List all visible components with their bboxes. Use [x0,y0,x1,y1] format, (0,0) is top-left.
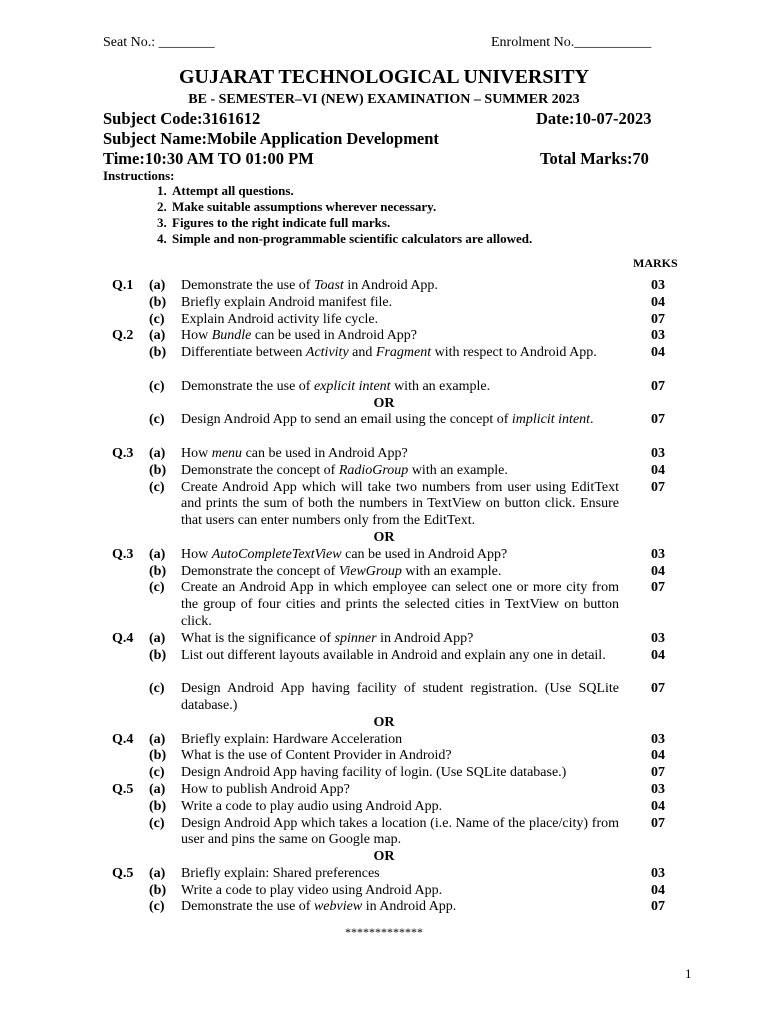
question-row [0,799,768,816]
question-part: (b) [149,462,167,478]
question-text: Demonstrate the use of explicit intent with an example. [181,378,491,394]
instruction-item: 1. Attempt all questions. [170,183,532,199]
question-row [0,345,768,379]
question-number: Q.3 [112,546,134,562]
question-text: Explain Android activity life cycle. [181,311,379,327]
or-separator: OR [373,529,395,545]
exam-date: Date:10-07-2023 [536,109,652,128]
questions-table [0,278,768,916]
question-number: Q.4 [112,731,134,747]
subject-name: Subject Name:Mobile Application Development [103,129,439,148]
page-number: 1 [685,966,692,981]
instruction-item: 2. Make suitable assumptions wherever necessary. [170,199,532,215]
question-number: Q.4 [112,630,134,646]
question-part: (c) [149,378,165,394]
question-part: (b) [149,647,167,663]
question-number: Q.5 [112,781,134,797]
question-row [0,782,768,799]
subject-code: Subject Code:3161612 [103,109,261,128]
question-row [0,648,768,682]
question-marks: 04 [651,462,665,478]
question-text: Design Android App to send an email using the concept of implicit intent. [181,412,594,428]
question-part: (a) [149,328,166,344]
question-marks: 03 [651,731,665,747]
question-text: Demonstrate the concept of RadioGroup with an example. [181,462,508,478]
question-row [0,312,768,329]
instructions-heading: Instructions: [103,168,175,183]
question-part: (b) [149,563,167,579]
question-marks: 03 [651,445,665,461]
question-row [0,816,768,850]
question-marks: 07 [651,899,665,915]
question-part: (a) [149,781,166,797]
question-text: Demonstrate the use of Toast in Android App. [181,278,438,293]
question-marks: 07 [651,681,665,697]
question-marks: 04 [651,563,665,579]
question-part: (b) [149,748,167,764]
question-row [0,732,768,749]
question-text: List out different layouts available in Android and explain any one in detail. [181,647,606,663]
question-row [0,748,768,765]
question-marks: 07 [651,378,665,394]
question-text: Briefly explain: Shared preferences [181,865,380,881]
seat-number-field: Seat No.: ________ [103,35,215,50]
question-text: Briefly explain Android manifest file. [181,294,393,310]
question-marks: 07 [651,765,665,781]
question-part: (c) [149,765,165,781]
question-text: Demonstrate the concept of ViewGroup with an example. [181,563,502,579]
question-marks: 04 [651,647,665,663]
question-text: Design Android App having facility of student registration. (Use SQLite database.) [181,681,619,713]
exam-title: BE - SEMESTER–VI (NEW) EXAMINATION – SUMMER 2023 [188,92,580,107]
instruction-item: 3. Figures to the right indicate full marks. [170,215,532,231]
question-marks: 03 [651,546,665,562]
or-separator: OR [373,849,395,865]
question-text: Briefly explain: Hardware Acceleration [181,731,403,747]
question-row [0,899,768,916]
question-marks: 03 [651,630,665,646]
instruction-item: 4. Simple and non-programmable scientific calculators are allowed. [170,231,532,247]
question-marks: 04 [651,748,665,764]
question-text: Differentiate between Activity and Fragment with respect to Android App. [181,345,597,361]
question-marks: 04 [651,882,665,898]
question-part: (b) [149,345,167,361]
question-marks: 03 [651,278,665,293]
question-part: (b) [149,294,167,310]
question-part: (a) [149,445,166,461]
question-row [0,765,768,782]
question-marks: 07 [651,815,665,831]
question-text: Create an Android App in which employee can select one or more city from the group of four cities and prints the selected cities in TextView on button click. [181,580,619,629]
question-marks: 07 [651,580,665,596]
question-part: (c) [149,899,165,915]
question-part: (c) [149,681,165,697]
question-row [0,681,768,715]
question-part: (a) [149,865,166,881]
question-number: Q.1 [112,278,134,293]
question-part: (a) [149,278,166,293]
university-title: GUJARAT TECHNOLOGICAL UNIVERSITY [178,66,590,88]
question-row [0,446,768,463]
total-marks: Total Marks:70 [540,149,649,168]
question-text: How to publish Android App? [181,781,350,797]
or-separator: OR [373,714,395,730]
instructions-list [148,183,532,247]
question-marks: 03 [651,781,665,797]
question-marks: 07 [651,311,665,327]
marks-column-heading: MARKS [633,256,678,270]
question-text: How AutoCompleteTextView can be used in Android App? [181,546,508,562]
question-text: How menu can be used in Android App? [181,445,408,461]
question-marks: 04 [651,345,665,361]
question-number: Q.2 [112,328,134,344]
question-row [0,480,768,530]
question-text: Design Android App having facility of login. (Use SQLite database.) [181,765,567,781]
question-number: Q.5 [112,865,134,881]
question-text: Design Android App which takes a location (i.e. Name of the place/city) from user and pins the same on Google map. [181,815,619,848]
question-row [0,866,768,883]
question-part: (a) [149,630,166,646]
exam-time: Time:10:30 AM TO 01:00 PM [103,149,314,168]
question-row [0,631,768,648]
question-row [0,295,768,312]
question-row [0,328,768,345]
question-row [0,463,768,480]
question-text: Demonstrate the use of webview in Android App. [181,899,457,915]
question-part: (a) [149,731,166,747]
question-text: Write a code to play audio using Android App. [181,798,443,814]
end-of-paper-marker: ************* [345,925,423,939]
question-row [0,883,768,900]
question-row [0,547,768,564]
question-part: (c) [149,412,165,428]
question-row [0,580,768,630]
question-text: Create Android App which will take two numbers from user using EditText and prints the sum of both the numbers in TextView on button click. Ensure that users can enter numbers only from the EditText. [181,479,619,529]
question-row [0,379,768,396]
question-part: (b) [149,798,167,814]
question-part: (c) [149,479,165,495]
question-part: (c) [149,815,165,831]
question-marks: 07 [651,479,665,495]
enrolment-number-field: Enrolment No.___________ [491,35,652,50]
question-part: (c) [149,311,165,327]
question-part: (c) [149,580,165,596]
question-text: Write a code to play video using Android App. [181,882,443,898]
question-text: What is the use of Content Provider in Android? [181,748,452,764]
question-text: What is the significance of spinner in Android App? [181,630,474,646]
question-text: How Bundle can be used in Android App? [181,328,418,344]
question-part: (a) [149,546,166,562]
question-marks: 03 [651,328,665,344]
question-part: (b) [149,882,167,898]
or-separator: OR [373,395,395,411]
question-marks: 03 [651,865,665,881]
question-row [0,278,768,295]
question-number: Q.3 [112,445,134,461]
question-marks: 07 [651,412,665,428]
question-row [0,564,768,581]
question-marks: 04 [651,798,665,814]
question-marks: 04 [651,294,665,310]
question-row [0,412,768,446]
